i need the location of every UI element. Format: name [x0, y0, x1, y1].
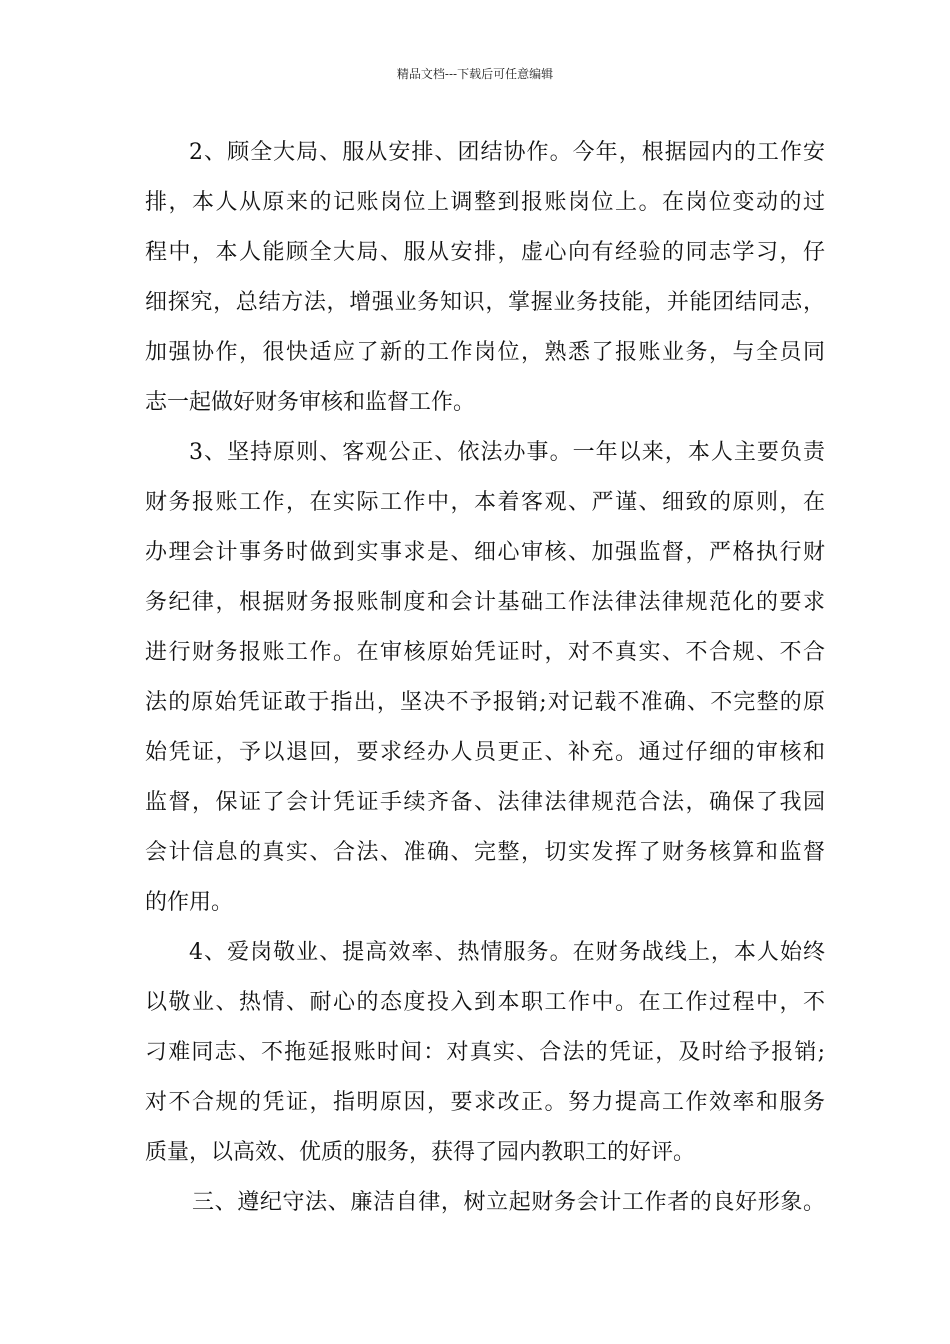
- paragraph-line: 4、爱岗敬业、提高效率、热情服务。在财务战线上，本人始终: [189, 940, 825, 965]
- paragraph-line: 监督，保证了会计凭证手续齐备、法律法律规范合法，确保了我园: [145, 790, 825, 815]
- paragraph-line: 质量，以高效、优质的服务，获得了园内教职工的好评。: [145, 1140, 696, 1165]
- paragraph-line: 的作用。: [145, 890, 234, 915]
- paragraph-line: 务纪律，根据财务报账制度和会计基础工作法律法律规范化的要求: [145, 590, 825, 615]
- paragraph-line: 3、坚持原则、客观公正、依法办事。一年以来，本人主要负责: [189, 440, 825, 465]
- paragraph-line: 志一起做好财务审核和监督工作。: [145, 390, 476, 415]
- paragraph-line: 细探究，总结方法，增强业务知识，掌握业务技能，并能团结同志，: [145, 290, 825, 315]
- paragraph-line: 2、顾全大局、服从安排、团结协作。今年，根据园内的工作安: [189, 140, 825, 165]
- paragraph-line: 排，本人从原来的记账岗位上调整到报账岗位上。在岗位变动的过: [145, 190, 825, 215]
- paragraph-line: 程中，本人能顾全大局、服从安排，虚心向有经验的同志学习，仔: [145, 240, 825, 265]
- paragraph-line: 财务报账工作，在实际工作中，本着客观、严谨、细致的原则，在: [145, 490, 825, 515]
- paragraph-line: 加强协作，很快适应了新的工作岗位，熟悉了报账业务，与全员同: [145, 340, 825, 365]
- paragraph-line: 会计信息的真实、合法、准确、完整，切实发挥了财务核算和监督: [145, 840, 825, 865]
- paragraph-line: 对不合规的凭证，指明原因，要求改正。努力提高工作效率和服务: [145, 1090, 825, 1115]
- page-header: 精品文档---下载后可任意编辑: [396, 67, 554, 81]
- paragraph-line: 办理会计事务时做到实事求是、细心审核、加强监督，严格执行财: [145, 540, 825, 565]
- paragraph-line: 三、遵纪守法、廉洁自律，树立起财务会计工作者的良好形象。: [192, 1190, 825, 1215]
- paragraph-line: 法的原始凭证敢于指出，坚决不予报销;对记载不准确、不完整的原: [145, 690, 825, 715]
- paragraph-line: 刁难同志、不拖延报账时间：对真实、合法的凭证，及时给予报销;: [145, 1040, 825, 1065]
- paragraph-line: 始凭证，予以退回，要求经办人员更正、补充。通过仔细的审核和: [145, 740, 825, 765]
- paragraph-line: 以敬业、热情、耐心的态度投入到本职工作中。在工作过程中，不: [145, 990, 825, 1015]
- paragraph-line: 进行财务报账工作。在审核原始凭证时，对不真实、不合规、不合: [145, 640, 825, 665]
